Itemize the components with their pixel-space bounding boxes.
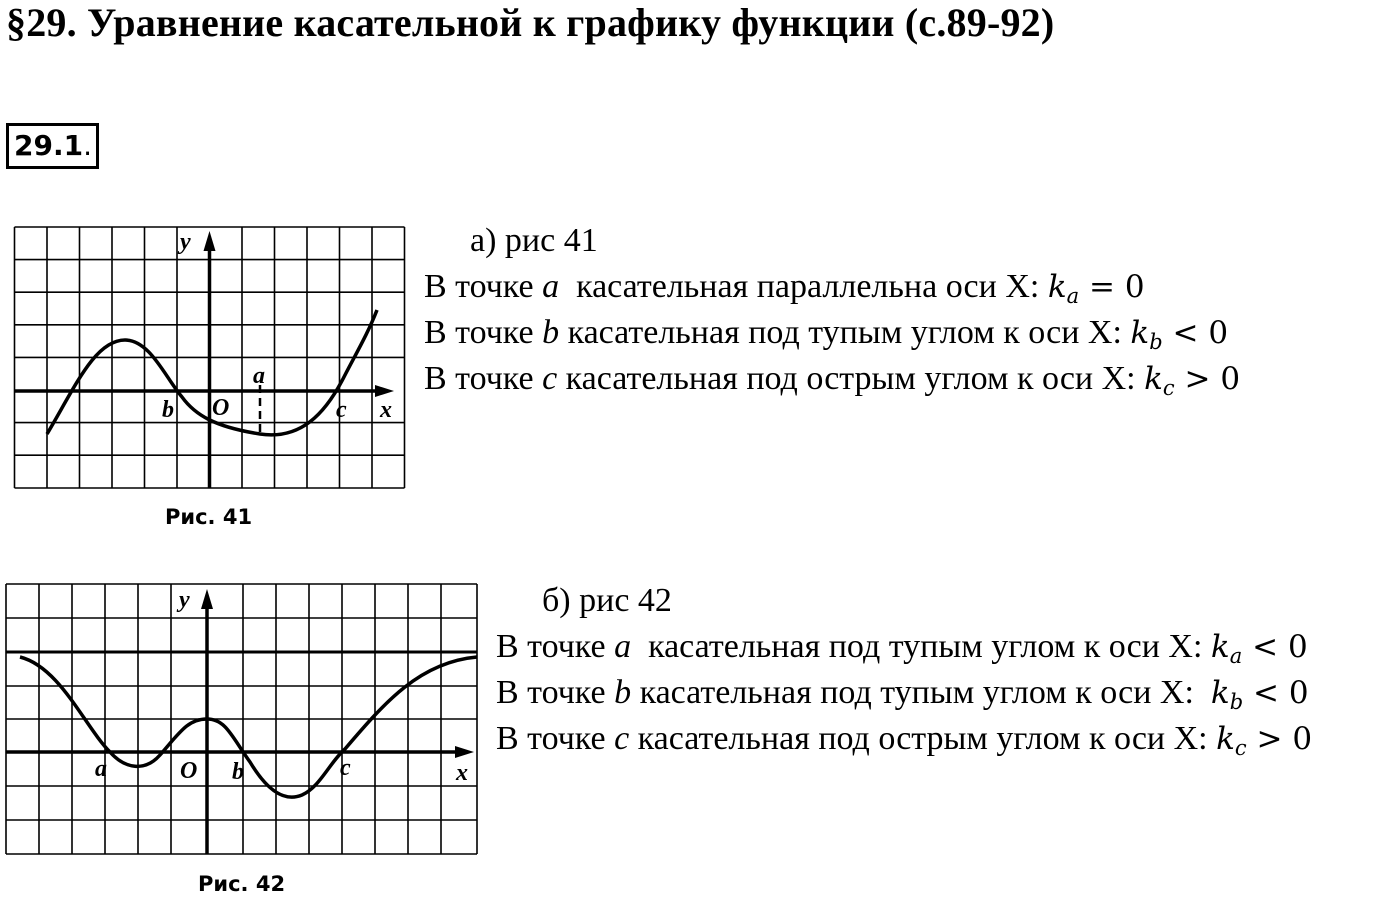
part-a-line-1: В точке a касательная параллельна оси Х: $k_a = 0$ [424, 268, 1145, 308]
y-axis-label: y [180, 229, 191, 255]
part-b-line-3: В точке c касательная под острым углом к оси Х: $k_c > 0$ [496, 720, 1313, 760]
problem-number-text: 29.1 [14, 129, 84, 162]
part-b-heading: б) рис 42 [542, 582, 672, 619]
part-b-answers [496, 578, 1312, 762]
figure-42-caption: Рис. 42 [198, 872, 286, 896]
point-b-label: b [232, 759, 244, 785]
problem-number [6, 123, 99, 169]
origin-label: O [180, 758, 198, 784]
x-axis-label: x [456, 760, 468, 786]
point-a-label: a [95, 756, 107, 782]
grid [6, 584, 477, 854]
origin-label: O [212, 395, 230, 421]
page-title: §29. Уравнение касательной к графику функции (с.89-92) [6, 0, 1055, 45]
x-axis-arrow [455, 746, 474, 758]
problem-number-dot: . [83, 129, 92, 162]
figure-41-caption: Рис. 41 [165, 505, 253, 529]
point-c-label: c [340, 755, 351, 781]
x-axis-arrow [375, 385, 394, 397]
y-axis-arrow [201, 589, 213, 609]
part-a-line-3: В точке c касательная под острым углом к оси Х: $k_c > 0$ [424, 360, 1241, 400]
point-b-label: b [162, 397, 174, 423]
axes [15, 241, 386, 488]
axes [6, 599, 462, 854]
part-b-line-2: В точке b касательная под тупым углом к оси Х: $k_b < 0$ [496, 674, 1309, 714]
figure-42-graph [0, 577, 485, 862]
part-b-line-1: В точке a касательная под тупым углом к оси Х: $k_a < 0$ [496, 628, 1308, 668]
part-a-answers [424, 218, 1240, 402]
part-a-line-2: В точке b касательная под тупым углом к оси Х: $k_b < 0$ [424, 314, 1229, 354]
figure-42 [0, 577, 485, 862]
point-c-label: c [336, 397, 347, 423]
y-axis-label: y [179, 587, 190, 613]
part-a-heading: а) рис 41 [470, 222, 598, 259]
figure-41 [0, 215, 420, 500]
y-axis-arrow [204, 231, 216, 251]
figure-41-graph [0, 215, 420, 500]
x-axis-label: x [380, 397, 392, 423]
point-a-label: a [253, 363, 265, 389]
